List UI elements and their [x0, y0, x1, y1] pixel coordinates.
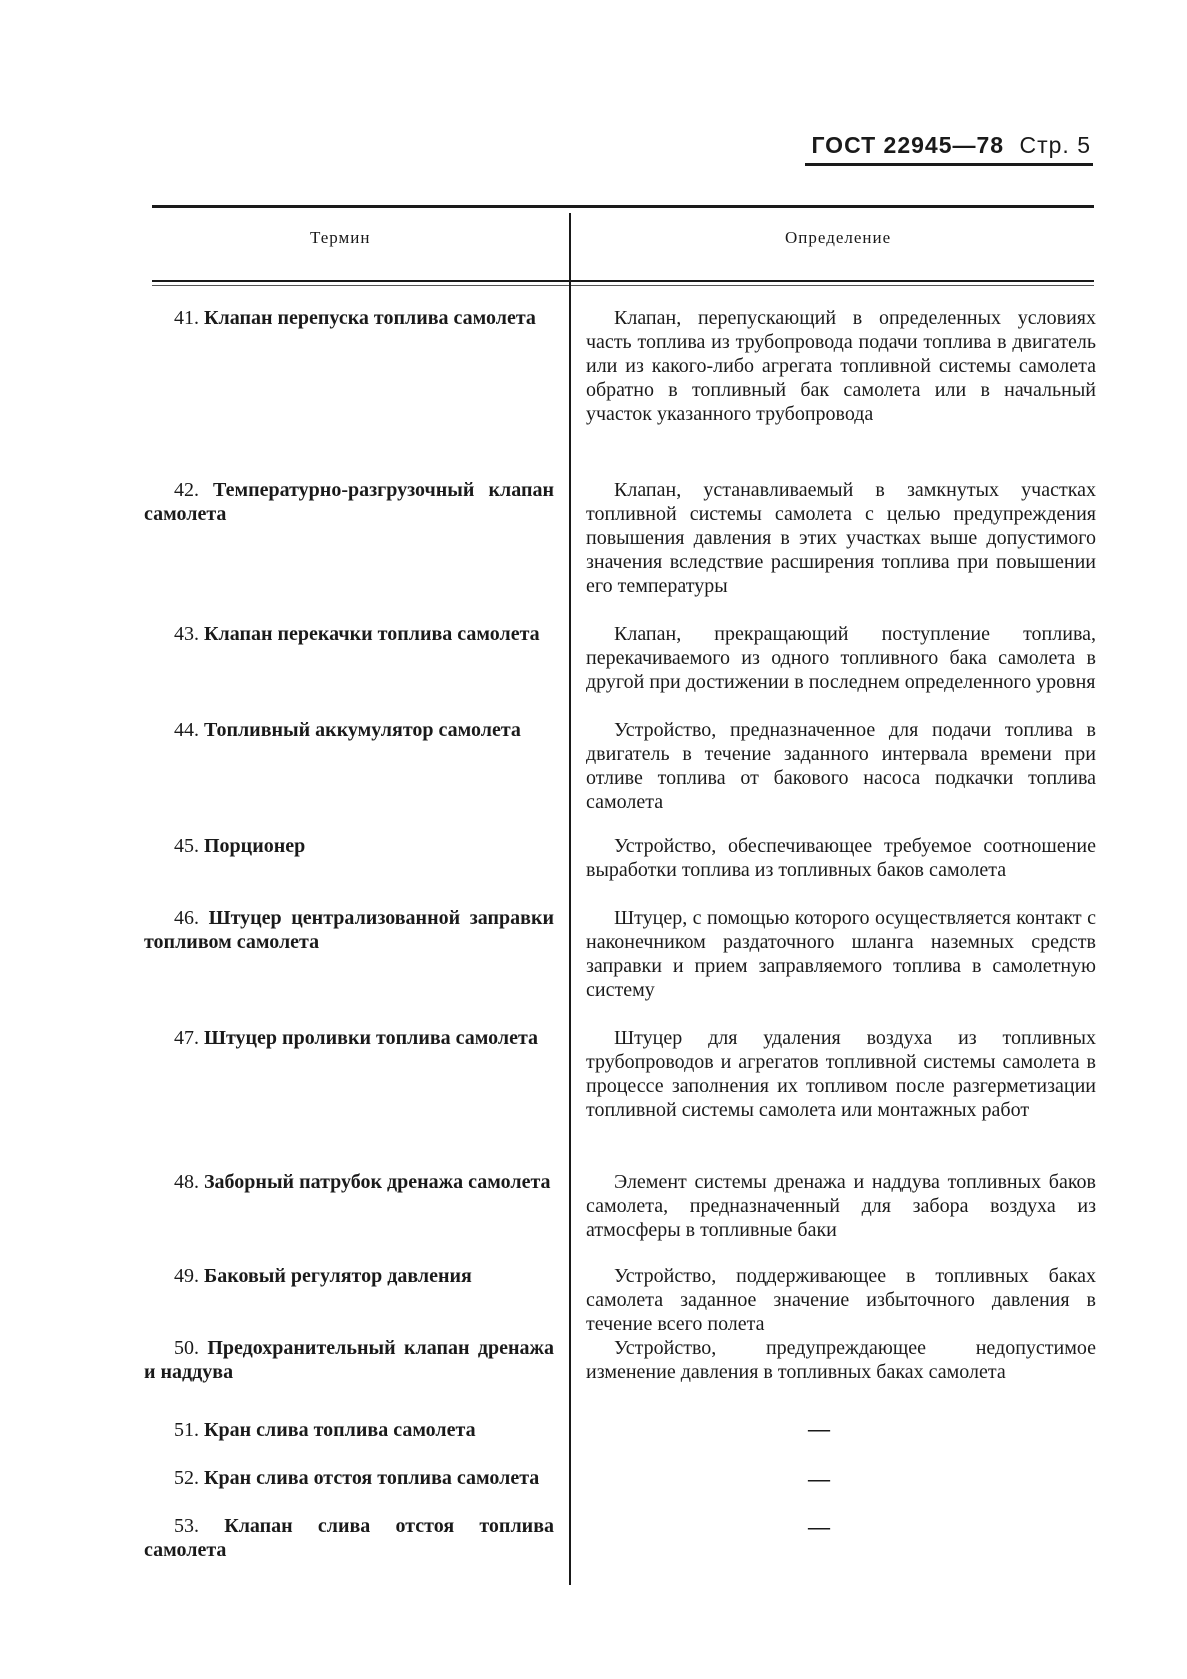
term-cell	[144, 1026, 554, 1050]
term-number: 43.	[174, 623, 199, 645]
term-number: 45.	[174, 835, 199, 857]
definition-dash: —	[808, 1466, 830, 1491]
term-number: 42.	[174, 479, 199, 501]
table-header-rule-thin	[152, 285, 1094, 286]
term-text: Штуцер централизованной заправки топливом самолета	[144, 907, 554, 953]
definition-cell	[586, 1336, 1096, 1384]
term-text: Порционер	[204, 835, 306, 857]
term-number: 53.	[174, 1515, 199, 1537]
term-text: Баковый регулятор давления	[204, 1265, 472, 1287]
term-cell	[144, 622, 554, 646]
term-number: 52.	[174, 1467, 199, 1489]
term-cell	[144, 306, 554, 330]
term-number: 47.	[174, 1027, 199, 1049]
definition-cell	[586, 906, 1096, 1002]
definition-text: Устройство, предупреждающее недопустимое изменение давления в топливных баках самолета	[586, 1337, 1096, 1383]
term-number: 46.	[174, 907, 199, 929]
term-text: Заборный патрубок дренажа самолета	[204, 1171, 551, 1193]
term-cell	[144, 834, 554, 858]
definition-text: Устройство, обеспечивающее требуемое соотношение выработки топлива из топливных баков самолета	[586, 835, 1096, 881]
term-cell	[144, 1514, 554, 1562]
term-number: 49.	[174, 1265, 199, 1287]
term-text: Кран слива топлива самолета	[204, 1419, 476, 1441]
definition-cell	[586, 1170, 1096, 1242]
term-text: Клапан перепуска топлива самолета	[204, 307, 536, 329]
page-header	[811, 132, 1091, 159]
term-text: Кран слива отстоя топлива самолета	[204, 1467, 540, 1489]
definition-dash: —	[808, 1514, 830, 1539]
standard-number: ГОСТ 22945—78	[811, 132, 1005, 158]
term-text: Штуцер проливки топлива самолета	[204, 1027, 539, 1049]
column-header-definition: Определение	[785, 228, 892, 247]
header-rule	[805, 163, 1093, 166]
term-text: Клапан перекачки топлива самолета	[204, 623, 540, 645]
term-text: Температурно-разгрузочный клапан самолета	[144, 479, 554, 525]
definition-text: Штуцер для удаления воздуха из топливных трубопроводов и агрегатов топливной системы самолета в процессе заполнения их топливом после разгерметизации топливной системы самолета или монтажных работ	[586, 1027, 1096, 1121]
definition-text: Устройство, предназначенное для подачи топлива в двигатель в течение заданного интервала времени при отливе топлива от бакового насоса подкачки топлива самолета	[586, 719, 1096, 813]
term-cell	[144, 1418, 554, 1442]
column-header-term: Термин	[310, 228, 371, 247]
definition-cell	[586, 1026, 1096, 1122]
term-number: 50.	[174, 1337, 199, 1359]
term-number: 51.	[174, 1419, 199, 1441]
definition-cell	[586, 834, 1096, 882]
definition-text: Штуцер, с помощью которого осуществляется контакт с наконечником раздаточного шланга наземных средств заправки и прием заправляемого топлива в самолетную систему	[586, 907, 1096, 1001]
definition-text: Клапан, устанавливаемый в замкнутых участках топливной системы самолета с целью предупреждения повышения давления в этих участках выше допустимого значения вследствие расширения топлива при повышении его температуры	[586, 479, 1096, 597]
definition-text: Элемент системы дренажа и наддува топливных баков самолета, предназначенный для забора воздуха из атмосферы в топливные баки	[586, 1171, 1096, 1241]
definition-cell	[586, 306, 1096, 426]
term-cell	[144, 1264, 554, 1288]
definition-text: Клапан, прекращающий поступление топлива, перекачиваемого из одного топливного бака самолета в другой при достижении в последнем определенного уровня	[586, 623, 1096, 693]
term-cell	[144, 478, 554, 526]
definition-cell	[586, 718, 1096, 814]
term-cell	[144, 718, 554, 742]
term-cell	[144, 1170, 554, 1194]
term-text: Топливный аккумулятор самолета	[204, 719, 521, 741]
definition-dash: —	[808, 1416, 830, 1441]
term-text: Предохранительный клапан дренажа и наддува	[144, 1337, 554, 1383]
term-number: 41.	[174, 307, 199, 329]
definition-cell	[586, 478, 1096, 598]
table-header-rule	[152, 280, 1094, 282]
definition-cell	[586, 622, 1096, 694]
definition-text: Устройство, поддерживающее в топливных баках самолета заданное значение избыточного давления в течение всего полета	[586, 1265, 1096, 1335]
definition-cell	[586, 1264, 1096, 1336]
term-cell	[144, 906, 554, 954]
term-number: 48.	[174, 1171, 199, 1193]
table-top-rule	[152, 205, 1094, 208]
page-number: Стр. 5	[1019, 132, 1091, 158]
column-divider	[569, 213, 571, 1585]
definition-text: Клапан, перепускающий в определенных условиях часть топлива из трубопровода подачи топлива в двигатель или из какого-либо агрегата топливной системы самолета обратно в топливный бак самолета или в начальный участок указанного трубопровода	[586, 307, 1096, 425]
term-number: 44.	[174, 719, 199, 741]
term-text: Клапан слива отстоя топлива самолета	[144, 1515, 554, 1561]
term-cell	[144, 1336, 554, 1384]
term-cell	[144, 1466, 554, 1490]
